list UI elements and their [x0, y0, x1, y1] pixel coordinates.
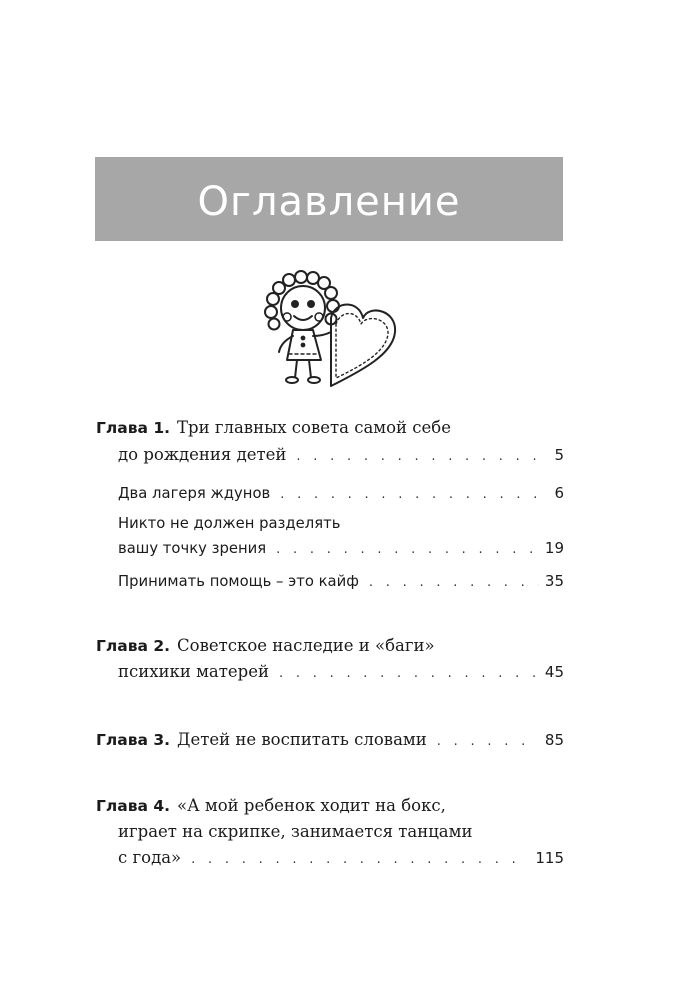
dot-leader	[437, 734, 539, 749]
chapter-title: «А мой ребенок ходит на бокс,	[177, 796, 446, 815]
toc-section-1-2-line2[interactable]	[118, 539, 564, 557]
dot-leader	[369, 575, 539, 590]
chapter-label: Глава 4.	[96, 797, 171, 815]
section-title: Два лагеря ждунов	[118, 485, 271, 502]
toc-chapter-1-line1[interactable]	[96, 418, 564, 437]
chapter-title: Три главных совета самой себе	[177, 418, 452, 437]
toc-chapter-4-line3[interactable]	[118, 848, 564, 867]
dot-leader	[279, 666, 539, 681]
toc-section-1-1[interactable]	[118, 484, 564, 502]
toc-chapter-3[interactable]	[96, 730, 564, 749]
chapter-title: психики матерей	[118, 662, 269, 681]
page-number: 45	[544, 663, 564, 681]
toc-chapter-2-line2[interactable]	[118, 662, 564, 681]
chapter-title: до рождения детей	[118, 445, 287, 464]
chapter-title: Советское наследие и «баги»	[177, 636, 435, 655]
toc-section-1-2-line1[interactable]	[118, 515, 564, 532]
chapter-label: Глава 2.	[96, 637, 171, 655]
dot-leader	[280, 487, 548, 502]
page-number: 5	[554, 446, 564, 464]
chapter-label: Глава 1.	[96, 419, 171, 437]
dot-leader	[296, 449, 548, 464]
chapter-title: с года»	[118, 848, 182, 867]
section-title: Принимать помощь – это кайф	[118, 573, 359, 590]
girl-with-heart-illustration	[243, 266, 413, 394]
toc-chapter-4-line1[interactable]	[96, 796, 564, 815]
title-banner	[95, 157, 563, 241]
page-number: 85	[544, 731, 564, 749]
dot-leader	[191, 852, 529, 867]
toc-chapter-1-line2[interactable]	[118, 445, 564, 464]
chapter-title: Детей не воспитать словами	[177, 730, 427, 749]
section-title: вашу точку зрения	[118, 540, 267, 557]
chapter-title: играет на скрипке, занимается танцами	[118, 822, 473, 841]
page-number: 35	[544, 572, 564, 590]
chapter-label: Глава 3.	[96, 731, 171, 749]
page-number: 19	[544, 539, 564, 557]
page-title: Оглавление	[197, 179, 461, 225]
toc-section-1-3[interactable]	[118, 572, 564, 590]
page-number: 6	[554, 484, 564, 502]
section-title: Никто не должен разделять	[118, 515, 341, 532]
toc-chapter-4-line2[interactable]	[118, 822, 564, 841]
dot-leader	[276, 542, 539, 557]
page-number: 115	[535, 849, 564, 867]
toc-chapter-2-line1[interactable]	[96, 636, 564, 655]
heart-icon	[331, 305, 395, 387]
